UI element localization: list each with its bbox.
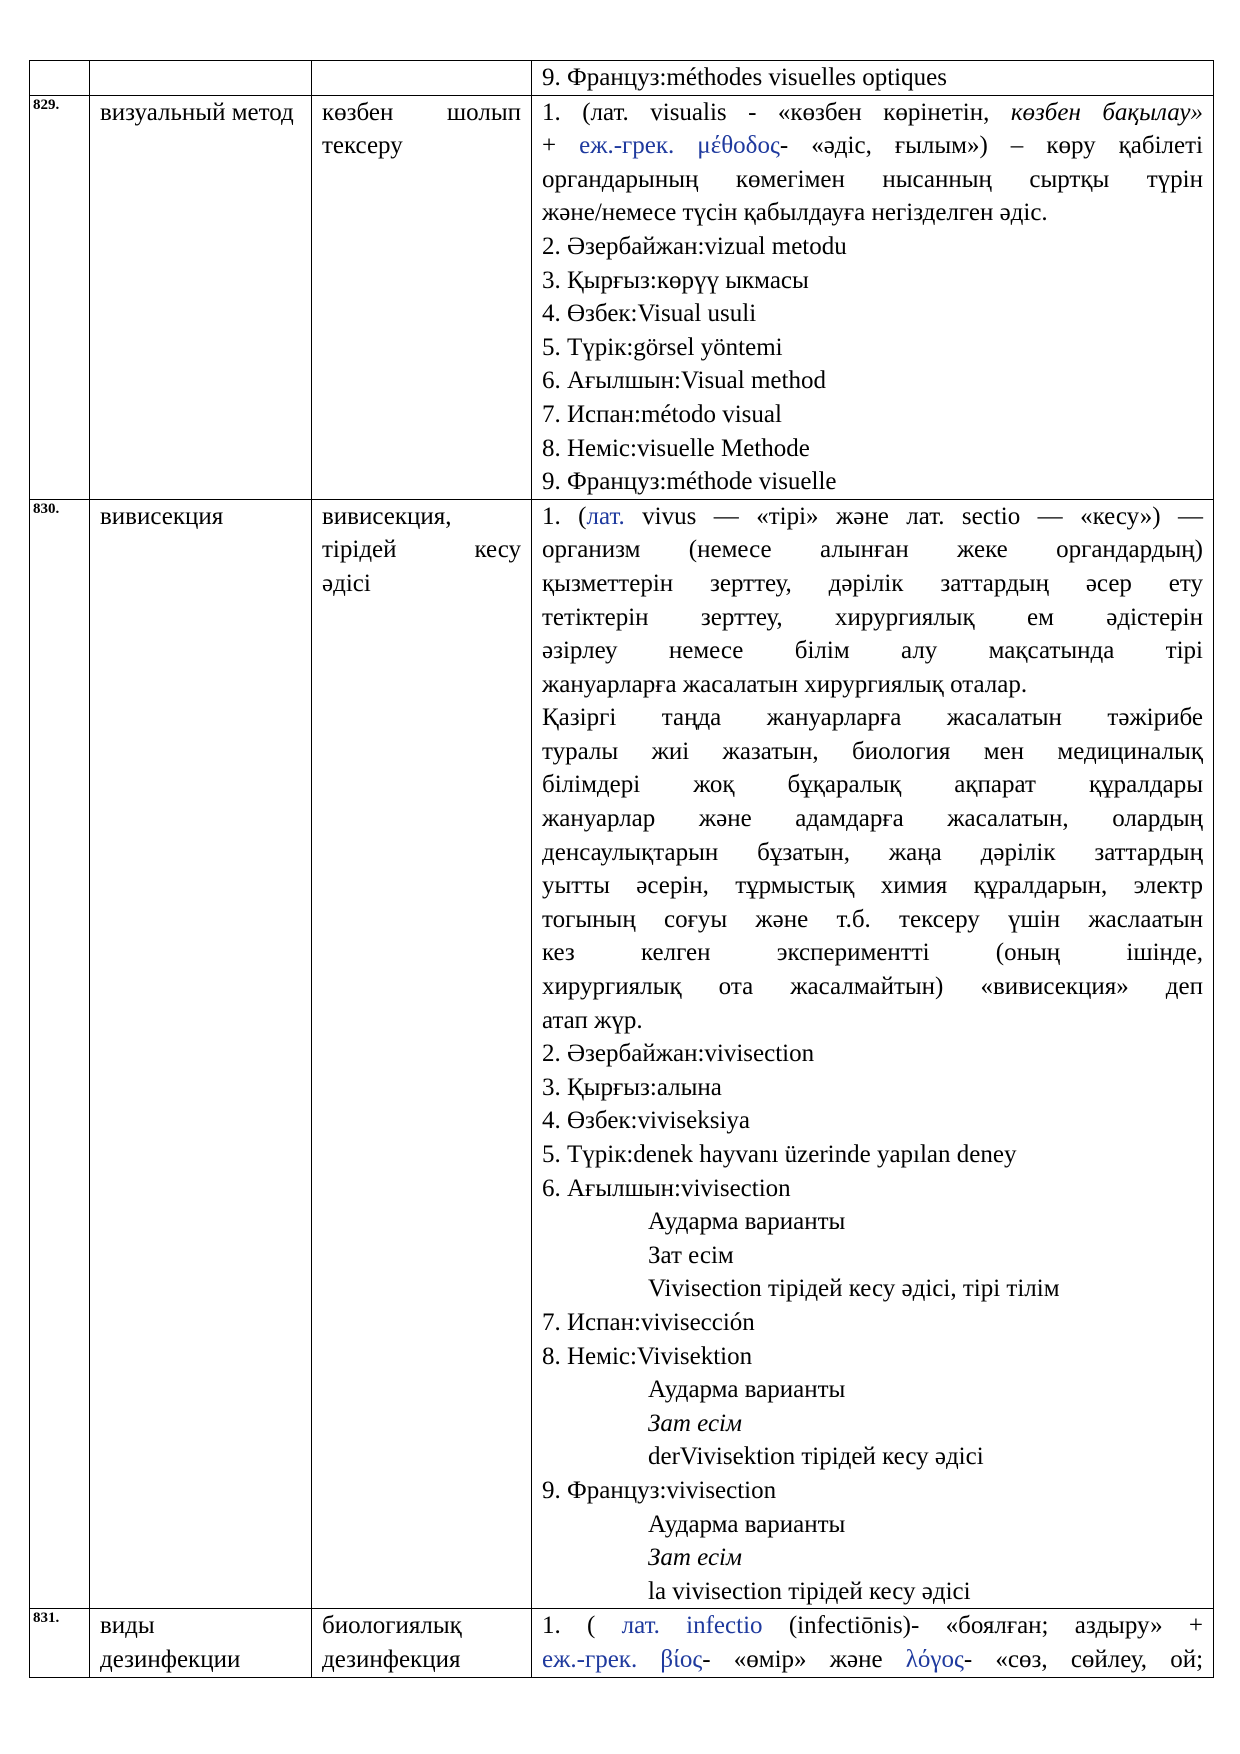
definition-line: туралы жиі жазатын, биология мен медициналық — [542, 737, 1203, 765]
definition-line: уытты әсерін, тұрмыстық химия құралдарын, электр — [542, 872, 1203, 900]
russian-term-line: виды — [100, 1612, 155, 1640]
table-row-831 — [30, 1609, 1214, 1677]
translation-line: 9. Француз:vivisection — [542, 1476, 777, 1504]
kazakh-term-line: әдісі — [322, 569, 371, 597]
russian-term: визуальный метод — [90, 95, 312, 499]
translation-line: 8. Неміс:Vivisektion — [542, 1342, 753, 1370]
translation-line: 8. Неміс:visuelle Methode — [542, 434, 810, 462]
translation-sub-line: derVivisektion тірідей кесу әдісі — [648, 1443, 984, 1471]
russian-term-cell — [90, 61, 312, 96]
translation-line: 9. Француз:méthodes visuelles optiques — [542, 64, 947, 91]
table-row-828-tail — [30, 61, 1214, 96]
definition-line: 1. ( лат. infectio (infectiōnis)- «боялған; аздыру» + — [542, 1612, 1204, 1640]
table-row-830 — [30, 499, 1214, 1609]
translation-line: 2. Әзербайжан:vizual metodu — [542, 232, 847, 260]
definition-cell — [532, 499, 1214, 1609]
etymology-link[interactable]: лат. infectio — [621, 1612, 763, 1640]
translation-line: 9. Француз:méthode visuelle — [542, 468, 837, 496]
translation-sub-line: Аударма варианты — [648, 1510, 846, 1538]
translation-sub-line: la vivisection тірідей кесу әдісі — [648, 1577, 971, 1605]
entry-number: 831. — [30, 1609, 90, 1677]
kazakh-term-line: тірідей кесу — [322, 536, 521, 564]
entry-number-cell — [30, 61, 90, 96]
kazakh-term-cell — [312, 61, 532, 96]
kazakh-term — [312, 95, 532, 499]
etymology-link[interactable]: лат. — [586, 502, 625, 530]
kazakh-term-line: дезинфекция — [322, 1645, 461, 1673]
translation-sub-line: Зат есім — [648, 1241, 734, 1269]
translation-sub-line: Аударма варианты — [648, 1208, 846, 1236]
translation-line: 4. Өзбек:viviseksiya — [542, 1107, 750, 1135]
definition-line: тогының соғуы және т.б. тексеру үшін жаслаатын — [542, 905, 1203, 933]
definition-line: 1. (лат. visualis - «көзбен көрінетін, көзбен бақылау» — [542, 98, 1203, 126]
definition-line: + еж.-грек. μέθοδος- «әдіс, ғылым») – көру қабілеті — [542, 132, 1203, 160]
definition-line: кез келген экспериментті (оның ішінде, — [542, 939, 1203, 967]
entry-number: 829. — [30, 95, 90, 499]
definition-line: тетіктерін зерттеу, хирургиялық ем әдістерін — [542, 603, 1203, 631]
translation-line: 5. Түрік:denek hayvanı üzerinde yapılan deney — [542, 1141, 1017, 1168]
translation-line: 7. Испан:método visual — [542, 400, 782, 428]
entry-number: 830. — [30, 499, 90, 1609]
definition-line: еж.-грек. βίος- «өмір» және λόγος- «сөз, сөйлеу, ой; — [542, 1645, 1204, 1673]
kazakh-term — [312, 499, 532, 1609]
definition-line: органдарының көмегімен нысанның сыртқы түрін — [542, 165, 1203, 193]
russian-term: вивисекция — [90, 499, 312, 1609]
translation-line: 5. Түрік:görsel yöntemi — [542, 333, 783, 361]
definition-line: организм (немесе алынған жеке органдардың) — [542, 536, 1203, 564]
definition-line: білімдері жоқ бұқаралық ақпарат құралдары — [542, 771, 1203, 799]
definition-cell — [532, 95, 1214, 499]
kazakh-term-line: биологиялық — [322, 1612, 462, 1640]
translation-sub-line: Зат есім — [648, 1544, 742, 1572]
table-row-829 — [30, 95, 1214, 499]
definition-line: атап жүр. — [542, 1006, 643, 1034]
definition-line: жануарлар және адамдарға жасалатын, олардың — [542, 805, 1203, 833]
translation-sub-line: Vivisection тірідей кесу әдісі, тірі тілім — [648, 1275, 1060, 1303]
definition-line: 1. (лат. vivus — «тірі» және лат. sectio — «кесу») — — [542, 502, 1203, 530]
kazakh-term — [312, 1609, 532, 1677]
translation-line: 6. Ағылшын:Visual method — [542, 367, 826, 395]
translation-line: 3. Қырғыз:көрүү ыкмасы — [542, 266, 809, 294]
russian-term — [90, 1609, 312, 1677]
definition-cell — [532, 61, 1214, 96]
russian-term-line: дезинфекции — [100, 1645, 241, 1673]
definition-line: Қазіргі таңда жануарларға жасалатын тәжірибе — [542, 704, 1203, 732]
definition-line: әзірлеу немесе білім алу мақсатында тірі — [542, 637, 1203, 665]
etymology-link[interactable]: еж.-грек. βίος — [542, 1645, 703, 1673]
kazakh-term-line: вивисекция, — [322, 502, 452, 530]
definition-cell — [532, 1609, 1214, 1677]
translation-line: 2. Әзербайжан:vivisection — [542, 1040, 815, 1068]
definition-line: қызметтерін зерттеу, дәрілік заттардың әсер ету — [542, 569, 1203, 597]
dictionary-table — [29, 60, 1214, 1678]
definition-line: хирургиялық ота жасалмайтын) «вивисекция» деп — [542, 973, 1203, 1001]
definition-line: денсаулықтарын бұзатын, жаңа дәрілік заттардың — [542, 838, 1203, 866]
etymology-link[interactable]: еж.-грек. μέθοδος — [579, 132, 780, 160]
translation-sub-line: Зат есім — [648, 1409, 742, 1437]
translation-line: 6. Ағылшын:vivisection — [542, 1174, 791, 1202]
kazakh-term-line: көзбен шолып — [322, 98, 521, 126]
definition-line: және/немесе түсін қабылдауға негізделген әдіс. — [542, 199, 1048, 227]
translation-sub-line: Аударма варианты — [648, 1376, 846, 1404]
definition-line: жануарларға жасалатын хирургиялық оталар. — [542, 670, 1028, 698]
etymology-link[interactable]: λόγος — [905, 1645, 964, 1673]
translation-line: 3. Қырғыз:алына — [542, 1073, 722, 1101]
translation-line: 7. Испан:vivisección — [542, 1308, 755, 1336]
kazakh-term-line: тексеру — [322, 132, 403, 160]
translation-line: 4. Өзбек:Visual usuli — [542, 300, 757, 328]
